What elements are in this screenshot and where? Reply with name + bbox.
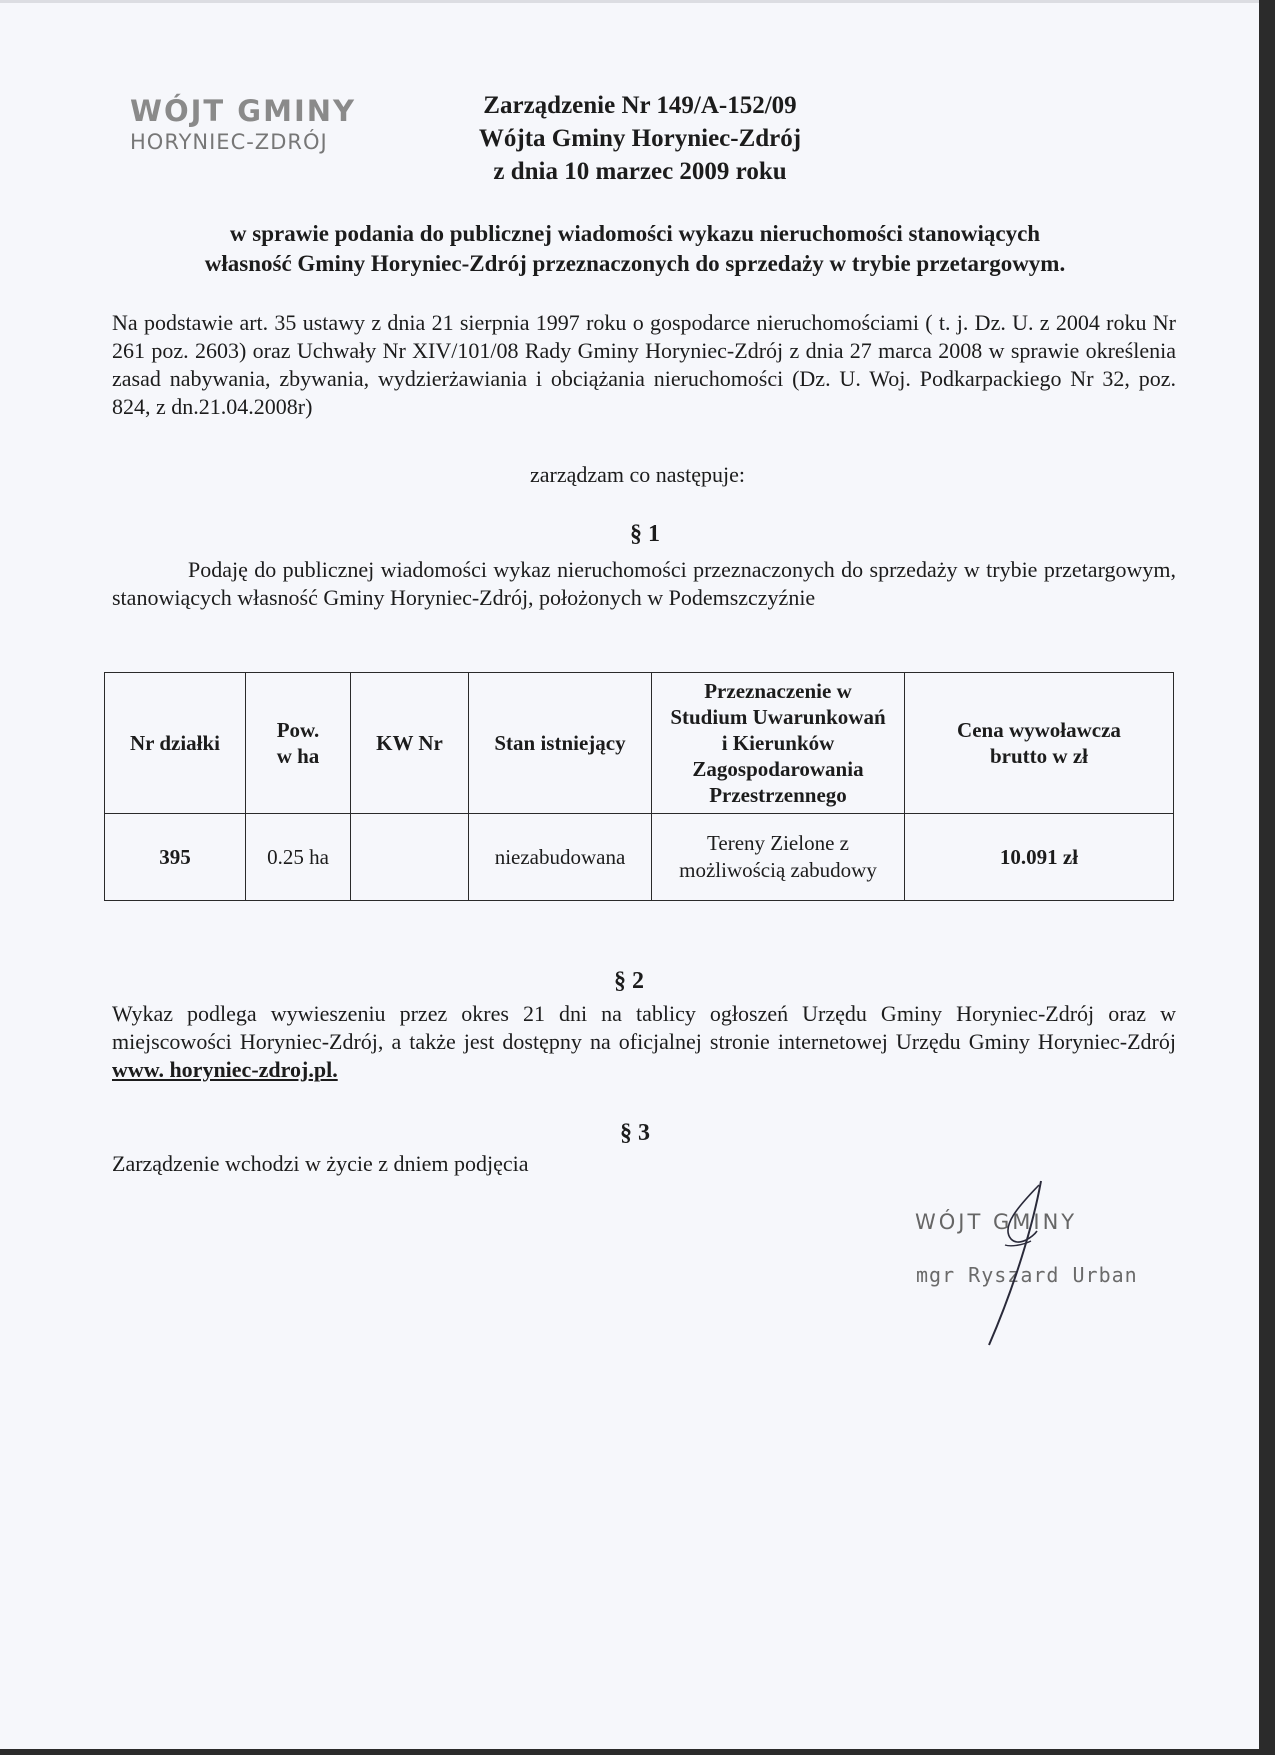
scan-edge-top [0,0,1275,3]
header-price [905,673,1174,814]
section-2-text: Wykaz podlega wywieszeniu przez okres 21 dni na tablicy ogłoszeń Urzędu Gminy Horyniec-Zdrój oraz w miejscowości Horyniec-Zdrój, a także jest dostępny na oficjalnej stronie internetowej Urzędu Gminy Horyniec-Zdrój [112,1001,1176,1054]
subject-line-1: w sprawie podania do publicznej wiadomości wykazu nieruchomości stanowiących [229,221,1041,246]
title-line-2: Wójta Gminy Horyniec-Zdrój [478,125,802,152]
section-1-text: Podaję do publicznej wiadomości wykaz nieruchomości przeznaczonych do sprzedaży w trybie przetargowym, stanowiących własność Gminy Horyniec-Zdrój, położonych w Podemszczyźnie [112,557,1176,610]
title-line-1: Zarządzenie Nr 149/A-152/09 [483,92,797,119]
signature-title: WÓJT GMINY [915,1210,1078,1234]
header-price-line-2: brutto w zł [990,744,1088,768]
header-purpose-line-4: Zagospodarowania [692,757,864,781]
table-header-row [105,673,1174,814]
cell-purpose [652,814,905,901]
signature-name: mgr Ryszard Urban [916,1263,1138,1287]
stamp-line-1: WÓJT GMINY [130,94,357,128]
header-area-line-2: w ha [276,744,320,768]
document-title [380,89,900,188]
document-subject [110,219,1160,279]
cell-kw-no [351,814,469,901]
section-2-paragraph [112,1000,1176,1084]
header-purpose [652,673,905,814]
property-table [104,672,1174,901]
website-link[interactable]: www. horyniec-zdroj.pl. [112,1057,338,1082]
cell-purpose-line-2: możliwością zabudowy [679,858,877,882]
scan-edge-bottom [0,1749,1275,1755]
decree-phrase: zarządzam co następuje: [530,462,745,487]
header-status: Stan istniejący [469,673,652,814]
cell-status: niezabudowana [469,814,652,901]
legal-basis-paragraph: Na podstawie art. 35 ustawy z dnia 21 sierpnia 1997 roku o gospodarce nieruchomościami ( t. j. Dz. U. z 2004 roku Nr 261 poz. 2603) oraz Uchwały Nr XIV/101/08 Rady Gminy Horyniec-Zdrój z dnia 27 marca 2008 w sprawie określenia zasad nabywania, zbywania, wydzierżawiania i obciążania nieruchomości (Dz. U. Woj. Podkarpackiego Nr 32, poz. 824, z dn.21.04.2008r) [112,310,1176,419]
handwritten-signature [975,1175,1055,1350]
title-line-3: z dnia 10 marzec 2009 roku [493,158,787,185]
header-purpose-line-5: Przestrzennego [709,783,847,807]
subject-line-2: własność Gminy Horyniec-Zdrój przeznaczonych do sprzedaży w trybie przetargowym. [204,251,1066,276]
header-kw-no: KW Nr [351,673,469,814]
section-2-heading: § 2 [614,968,644,994]
cell-plot-no: 395 [105,814,246,901]
scan-edge-right [1259,0,1275,1755]
header-plot-no: Nr działki [105,673,246,814]
header-purpose-line-1: Przeznaczenie w [704,679,852,703]
cell-purpose-line-1: Tereny Zielone z [707,831,849,855]
header-purpose-line-2: Studium Uwarunkowań [670,705,886,729]
header-price-line-1: Cena wywoławcza [957,718,1121,742]
cell-area: 0.25 ha [246,814,351,901]
section-1-heading: § 1 [630,521,660,547]
header-area [246,673,351,814]
header-area-line-1: Pow. [276,718,320,742]
cell-price: 10.091 zł [905,814,1174,901]
office-stamp [130,94,380,154]
header-purpose-line-3: i Kierunków [721,731,835,755]
section-3-heading: § 3 [620,1120,650,1146]
section-3-text: Zarządzenie wchodzi w życie z dniem podjęcia [112,1151,529,1176]
table-row [105,814,1174,901]
stamp-line-2: HORYNIEC-ZDRÓJ [130,130,328,154]
